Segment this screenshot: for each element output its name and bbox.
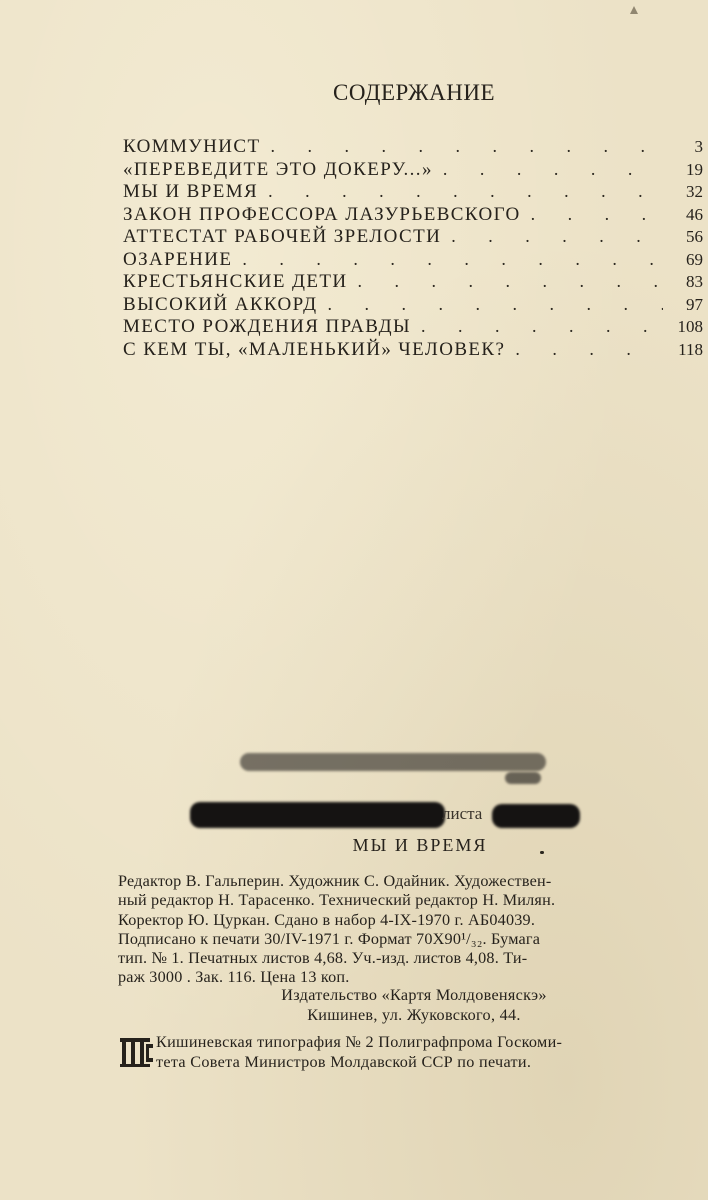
toc-entry-title: ОЗАРЕНИЕ bbox=[123, 248, 233, 270]
toc-entry-page: 118 bbox=[678, 339, 703, 359]
toc-entry bbox=[123, 249, 703, 272]
toc-entry-page: 83 bbox=[686, 272, 703, 291]
toc-entry-title: МЫ И ВРЕМЯ bbox=[123, 181, 259, 202]
redacted-subtitle bbox=[190, 802, 600, 832]
toc-leader-dots bbox=[242, 249, 663, 270]
toc-leader-dots bbox=[270, 136, 663, 157]
toc-entry-title: ЗАКОН ПРОФЕССОРА ЛАЗУРЬЕВСКОГО bbox=[123, 203, 521, 225]
toc-entry-page: 19 bbox=[686, 159, 703, 179]
imprint-line: Коректор Ю. Цуркан. Сдано в набор 4-IX-1970 г. АБ04039. bbox=[118, 910, 536, 929]
printer-line: тета Совета Министров Молдавской ССР по печати. bbox=[156, 1052, 532, 1071]
redaction-mark bbox=[190, 802, 445, 828]
toc-entry bbox=[123, 159, 703, 182]
table-of-contents bbox=[123, 136, 703, 361]
ink-speck bbox=[540, 851, 544, 854]
toc-leader-dots bbox=[515, 339, 663, 360]
printer-logo-icon bbox=[118, 1034, 156, 1070]
redaction-mark bbox=[505, 772, 541, 784]
toc-leader-dots bbox=[328, 294, 663, 315]
toc-entry bbox=[123, 136, 703, 159]
toc-entry-page: 69 bbox=[686, 249, 703, 269]
printer-line: Кишиневская типография № 2 Полиграфпрома Госкоми- bbox=[156, 1033, 563, 1051]
imprint-line: Подписано к печати 30/IV-1971 г. Формат 70Х90¹/₃₂. Бумага bbox=[118, 929, 541, 948]
toc-entry bbox=[123, 181, 703, 204]
toc-entry-page: 32 bbox=[686, 182, 703, 201]
toc-entry-title: «ПЕРЕВЕДИТЕ ЭТО ДОКЕРУ...» bbox=[123, 158, 433, 180]
toc-entry-page: 56 bbox=[686, 227, 703, 246]
imprint-line: Редактор В. Гальперин. Художник С. Одайник. Художествен- bbox=[118, 872, 552, 890]
toc-entry-title: ВЫСОКИЙ АККОРД bbox=[123, 293, 318, 315]
publisher-name: Издательство «Картя Молдовеняскэ» bbox=[281, 986, 547, 1004]
toc-leader-dots bbox=[531, 204, 663, 225]
subtitle-fragment: листа bbox=[442, 804, 483, 823]
toc-leader-dots bbox=[451, 226, 663, 247]
toc-entry-title: МЕСТО РОЖДЕНИЯ ПРАВДЫ bbox=[123, 316, 411, 337]
toc-leader-dots bbox=[443, 159, 663, 180]
publisher-block bbox=[0, 985, 708, 1025]
toc-entry bbox=[123, 294, 703, 317]
imprint-line: раж 3000 . Зак. 116. Цена 13 коп. bbox=[118, 968, 350, 987]
toc-entry-title: С КЕМ ТЫ, «МАЛЕНЬКИЙ» ЧЕЛОВЕК? bbox=[123, 338, 506, 360]
toc-entry-title: КРЕСТЬЯНСКИЕ ДЕТИ bbox=[123, 271, 348, 292]
toc-entry bbox=[123, 316, 703, 339]
toc-entry bbox=[123, 226, 703, 249]
toc-leader-dots bbox=[268, 181, 663, 202]
toc-entry-page: 3 bbox=[694, 137, 703, 156]
toc-entry bbox=[123, 271, 703, 294]
imprint-line: тип. № 1. Печатных листов 4,68. Уч.-изд. листов 4,08. Ти- bbox=[118, 949, 528, 968]
imprint-line: ный редактор Н. Тарасенко. Технический редактор Н. Милян. bbox=[118, 891, 556, 910]
imprint-block bbox=[118, 872, 696, 988]
toc-title: СОДЕРЖАНИЕ bbox=[332, 80, 495, 105]
toc-entry-page: 97 bbox=[686, 294, 703, 314]
toc-entry bbox=[123, 339, 703, 362]
book-title: МЫ И ВРЕМЯ bbox=[352, 835, 488, 855]
toc-leader-dots bbox=[421, 316, 663, 337]
toc-entry-page: 46 bbox=[686, 204, 703, 224]
toc-entry-title: КОММУНИСТ bbox=[123, 136, 261, 157]
toc-leader-dots bbox=[358, 271, 663, 292]
redaction-mark bbox=[492, 804, 580, 828]
corner-mark-icon bbox=[628, 4, 640, 16]
toc-entry bbox=[123, 204, 703, 227]
toc-entry-title: АТТЕСТАТ РАБОЧЕЙ ЗРЕЛОСТИ bbox=[123, 226, 442, 247]
publisher-address: Кишинев, ул. Жуковского, 44. bbox=[307, 1006, 521, 1024]
toc-entry-page: 108 bbox=[677, 317, 703, 336]
redaction-mark bbox=[240, 753, 546, 771]
